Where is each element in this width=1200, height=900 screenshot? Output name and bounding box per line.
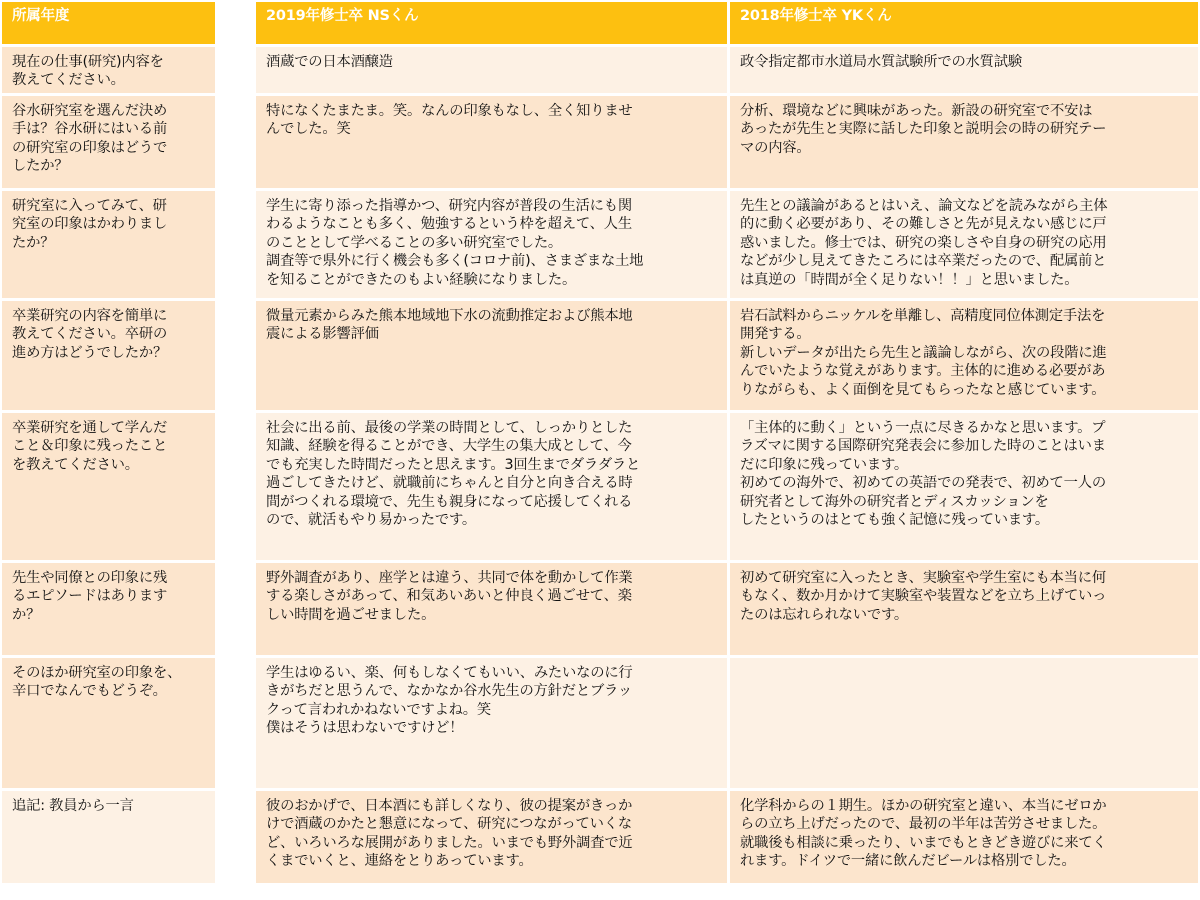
answer-yk-cell: 分析、環境などに興味があった。新設の研究室で不安は あったが先生と実際に話した印象と説明会の時の研究テー マの内容。 [730,96,1198,188]
answer-yk-cell: 先生との議論があるとはいえ、論文などを読みながら主体 的に動く必要があり、その難しさと先が見えない感じに戸 惑いました。修士では、研究の楽しさや自身の研究の応用 などが少し見えてきたころには卒業だったので、配属前と は真逆の「時間が全く足りない！！」と思いました。 [730,191,1198,298]
answer-ns-cell: 学生はゆるい、楽、何もしなくてもいい、みたいなのに行 きがちだと思うんで、なかなか谷水先生の方針だとブラッ クって言われかねないですよね。笑 僕はそうは思わないですけど！ [256,658,727,788]
answer-yk-cell: 岩石試料からニッケルを単離し、高精度同位体測定手法を 開発する。 新しいデータが出たら先生と議論しながら、次の段階に進 んでいたような覚えがあります。主体的に進める必要があ りながらも、よく面倒を見てもらったなと感じています。 [730,301,1198,410]
answer-ns-cell: 彼のおかげで、日本酒にも詳しくなり、彼の提案がきっか けで酒蔵のかたと懇意になって、研究につながっていくな ど、いろいろな展開がありました。いまでも野外調査で近 くまでいくと、連絡をとりあっています。 [256,791,727,883]
question-cell: 卒業研究の内容を簡単に 教えてください。卒研の 進め方はどうでしたか？ [2,301,215,410]
question-cell: そのほか研究室の印象を、 辛口でなんでもどうぞ。 [2,658,215,788]
answer-ns-cell: 野外調査があり、座学とは違う、共同で体を動かして作業 する楽しさがあって、和気あいあいと仲良く過ごせて、楽 しい時間を過ごせました。 [256,563,727,655]
question-cell: 先生や同僚との印象に残 るエピソードはあります か？ [2,563,215,655]
answer-ns-cell: 特になくたまたま。笑。なんの印象もなし、全く知りませ んでした。笑 [256,96,727,188]
answer-yk-cell: 政令指定都市水道局水質試験所での水質試験 [730,47,1198,93]
header-yk-column: 2018年修士卒 YKくん [730,2,1198,44]
question-cell: 谷水研究室を選んだ決め 手は？谷水研にはいる前 の研究室の印象はどうで したか？ [2,96,215,188]
answer-ns-cell: 社会に出る前、最後の学業の時間として、しっかりとした 知識、経験を得ることができ、大学生の集大成として、今 でも充実した時間だったと思えます。3回生までダラダラと 過ごしてきたけど、就職前にちゃんと自分と向き合える時 間がつくれる環境で、先生も親身になって応援してくれる ので、就活もやり易かったです。 [256,413,727,560]
question-cell: 追記: 教員から一言 [2,791,215,883]
answer-yk-cell [730,658,1198,788]
answer-ns-cell: 学生に寄り添った指導かつ、研究内容が普段の生活にも関 わるようなことも多く、勉強するという枠を超えて、人生 のこととして学べることの多い研究室でした。 調査等で県外に行く機会も多く(コロナ前)、さまざまな土地 を知ることができたのもよい経験になりました。 [256,191,727,298]
question-cell: 現在の仕事(研究)内容を 教えてください。 [2,47,215,93]
answer-yk-cell: 化学科からの１期生。ほかの研究室と違い、本当にゼロか らの立ち上げだったので、最初の半年は苦労させました。 就職後も相談に乗ったり、いまでもときどき遊びに来てく れます。ドイツで一緒に飲んだビールは格別でした。 [730,791,1198,883]
header-label-column: 所属年度 [2,2,215,44]
header-ns-column: 2019年修士卒 NSくん [256,2,727,44]
answer-yk-cell: 「主体的に動く」という一点に尽きるかなと思います。プ ラズマに関する国際研究発表会に参加した時のことはいま だに印象に残っています。 初めての海外で、初めての英語での発表で、初めて一人の 研究者として海外の研究者とディスカッションを したというのはとても強く記憶に残っています。 [730,413,1198,560]
answer-ns-cell: 微量元素からみた熊本地域地下水の流動推定および熊本地 震による影響評価 [256,301,727,410]
answer-ns-cell: 酒蔵での日本酒醸造 [256,47,727,93]
answer-yk-cell: 初めて研究室に入ったとき、実験室や学生室にも本当に何 もなく、数か月かけて実験室や装置などを立ち上げていっ たのは忘れられないです。 [730,563,1198,655]
question-cell: 研究室に入ってみて、研 究室の印象はかわりまし たか？ [2,191,215,298]
question-cell: 卒業研究を通して学んだ こと＆印象に残ったこと を教えてください。 [2,413,215,560]
